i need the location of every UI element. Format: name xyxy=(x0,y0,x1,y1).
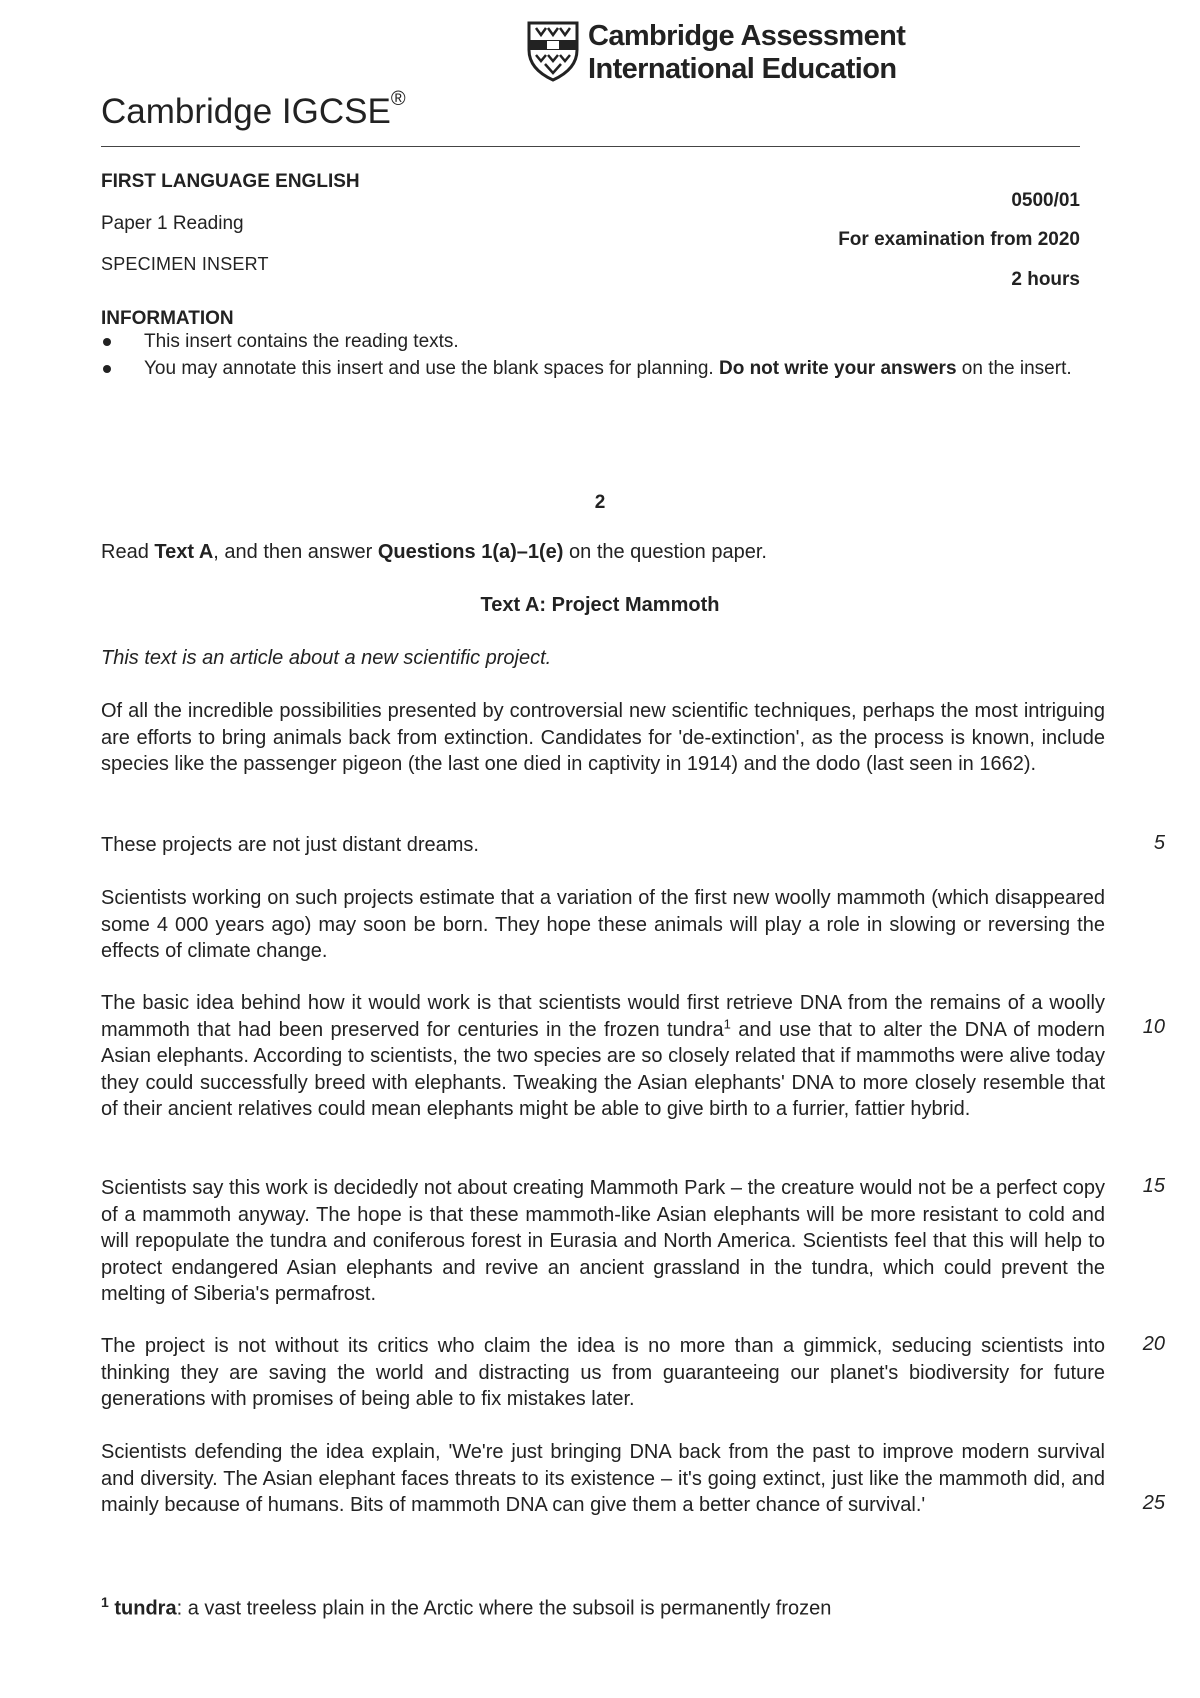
logo-line-2: International Education xyxy=(588,53,897,85)
footnote-number: 1 xyxy=(101,1594,109,1610)
brand-name: Cambridge IGCSE xyxy=(101,92,391,131)
information-heading: INFORMATION xyxy=(101,308,234,329)
exam-duration: 2 hours xyxy=(1011,269,1080,290)
reading-instruction: Read Text A, and then answer Questions 1(a)–1(e) on the question paper. xyxy=(101,541,767,563)
header-divider xyxy=(101,146,1080,147)
paragraph-3: Scientists working on such projects estimate that a variation of the first new woolly mammoth (which disappeared some 4 000 years ago) may soon be born. They hope these animals will play a role in slowing or reversing the effects of climate change. xyxy=(101,887,1105,962)
footnote-term: tundra xyxy=(114,1597,177,1620)
bullet-icon xyxy=(103,338,111,346)
paragraph-5: Scientists say this work is decidedly not about creating Mammoth Park – the creature would not be a perfect copy of a mammoth anyway. The hope is that these mammoth-like Asian elephants will be more resistant to cold and will repopulate the tundra and coniferous forest in Eurasia and North America. Scientists feel that this will help to protect endangered Asian elephants and revive an ancient grassland in the tundra, which could prevent the melting of Siberia's permafrost. xyxy=(101,1177,1105,1305)
cambridge-shield-icon xyxy=(526,20,580,82)
footnote xyxy=(101,1594,831,1621)
line-number: 10 xyxy=(1142,1016,1165,1038)
line-number: 5 xyxy=(1153,832,1165,854)
paragraph-1: Of all the incredible possibilities presented by controversial new scientific techniques, perhaps the most intriguing are efforts to bring animals back from extinction. Candidates for 'de-extinction', as the process is known, include species like the passenger pigeon (the last one died in captivity in 1914) and the dodo (last seen in 1662). xyxy=(101,700,1105,775)
line-number: 20 xyxy=(1142,1333,1165,1355)
text-title: Text A: Project Mammoth xyxy=(480,594,720,616)
logo-wordmark xyxy=(588,20,905,86)
paragraph-7: Scientists defending the idea explain, 'We're just bringing DNA back from the past to improve modern survival and diversity. The Asian elephant faces threats to its existence – it's going extinct, just like the mammoth did, and mainly because of humans. Bits of mammoth DNA can give them a better chance of survival.' xyxy=(101,1441,1105,1516)
page-number: 2 xyxy=(594,492,606,513)
exam-year: For examination from 2020 xyxy=(838,229,1080,250)
subject-title: FIRST LANGUAGE ENGLISH xyxy=(101,171,360,192)
registered-mark: ® xyxy=(390,88,406,110)
bullet-text: You may annotate this insert and use the blank spaces for planning. Do not write your answers on the insert. xyxy=(144,358,1072,379)
paragraph-6: The project is not without its critics who claim the idea is no more than a gimmick, seducing scientists into thinking they are saving the world and distracting us from guaranteeing our planet's biodiversity for future generations with promises of being able to fix mistakes later. xyxy=(101,1335,1105,1410)
paper-name: Paper 1 Reading xyxy=(101,213,244,234)
bullet-icon xyxy=(103,365,111,373)
insert-label: SPECIMEN INSERT xyxy=(101,254,269,274)
paragraph-2: These projects are not just distant dreams. xyxy=(101,834,479,856)
brand-title xyxy=(101,88,406,132)
line-number: 25 xyxy=(1142,1492,1165,1514)
text-intro: This text is an article about a new scientific project. xyxy=(101,647,552,669)
cambridge-logo xyxy=(526,20,906,86)
line-number: 15 xyxy=(1142,1175,1165,1197)
bullet-text: This insert contains the reading texts. xyxy=(144,331,459,352)
bold-instruction: Do not write your answers xyxy=(718,358,957,379)
paragraph-4: The basic idea behind how it would work is that scientists would first retrieve DNA from the remains of a woolly mammoth that had been preserved for centuries in the frozen tundra$^1$ and use that to alter the DNA of modern Asian elephants. According to scientists, the two species are so closely related that if mammoths were alive today they could successfully breed with elephants. Tweaking the Asian elephants' DNA to more closely resemble that of their ancient relatives could mean elephants might be able to give birth to a furrier, fattier hybrid. xyxy=(101,992,1105,1120)
logo-line-1: Cambridge Assessment xyxy=(588,20,906,52)
footnote-definition: : a vast treeless plain in the Arctic where the subsoil is permanently frozen xyxy=(176,1597,832,1620)
footnote-marker: 1 xyxy=(723,1015,731,1031)
syllabus-code: 0500/01 xyxy=(1011,190,1080,211)
